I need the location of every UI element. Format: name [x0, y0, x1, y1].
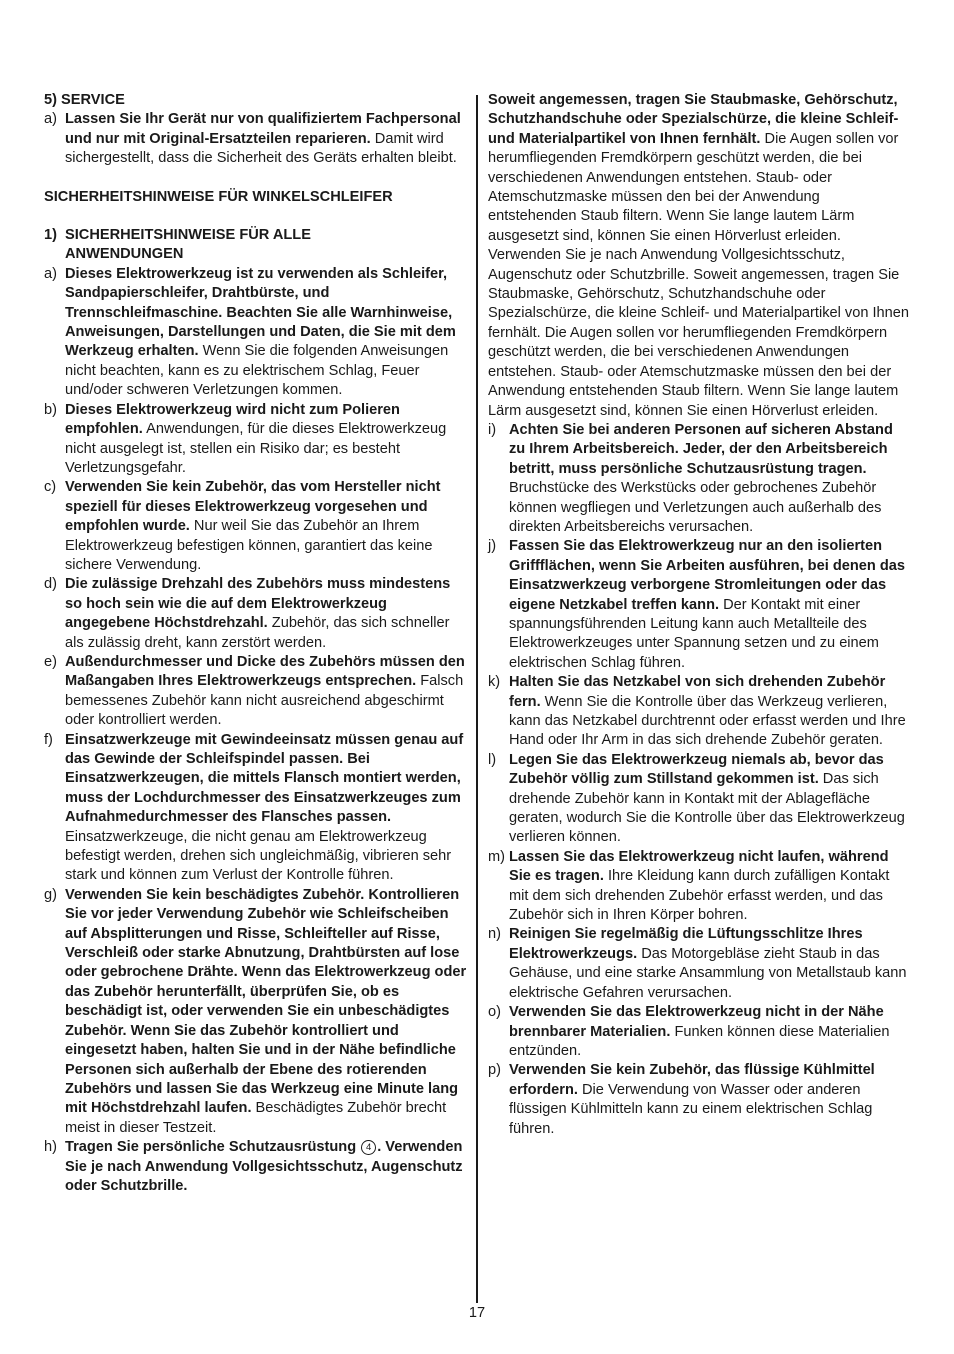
item-bold-text: Außendurchmesser und Dicke des Zubehörs müssen den Maßangaben Ihres Elektrowerkzeugs entsprechen.	[65, 653, 465, 690]
safety-item	[488, 421, 912, 537]
item-body	[509, 537, 912, 673]
item-label: i)	[488, 421, 497, 438]
item-label: l)	[488, 751, 497, 768]
section-title: SICHERHEITSHINWEISE FÜR WINKELSCHLEIFER	[44, 188, 393, 205]
item-text: Damit wird sichergestellt, dass die Sicherheit des Geräts erhalten bleibt.	[65, 130, 457, 167]
item-label: c)	[44, 479, 57, 496]
item-label: b)	[44, 401, 57, 418]
item-text: Anwendungen, für die dieses Elektrowerkzeug nicht ausgelegt ist, stellen ein Risiko dar; es besteht Verletzungsgefahr.	[65, 421, 447, 476]
safety-item	[488, 848, 912, 926]
item-label: j)	[488, 538, 497, 555]
item-bold-text: Verwenden Sie kein Zubehör, das vom Hersteller nicht speziell für dieses Elektrowerkzeug vorgesehen und empfohlen wurde.	[65, 479, 441, 535]
item-text: Funken können diese Materialien entzünden.	[509, 1023, 890, 1059]
safety-item	[488, 673, 912, 751]
item-body	[509, 673, 912, 751]
item-text: Wenn Sie die folgenden Anweisungen nicht beachten, kann es zu elektrischem Schlag, Feuer und/oder schweren Verletzungen kommen.	[65, 343, 449, 399]
sub-heading-line-2: ANWENDUNGEN	[65, 246, 184, 263]
left-column	[44, 91, 468, 1196]
item-body	[509, 751, 912, 848]
item-bold-text: Fassen Sie das Elektrowerkzeug nur an den isolierten Griffflächen, wenn Sie Arbeiten ausführen, bei denen das Einsatzwerkzeug verborgene Stromleitungen oder das eigene Netzkabel treffen kann.	[509, 538, 905, 613]
item-label: e)	[44, 653, 57, 670]
item-bold-text: Lassen Sie das Elektrowerkzeug nicht laufen, während Sie es tragen.	[509, 848, 889, 885]
right-item-list	[488, 421, 912, 1139]
item-text: Bruchstücke des Werkstücks oder gebrochenes Zubehör können wegfliegen und Verletzungen auch außerhalb des direkten Arbeitsbereichs verursachen.	[509, 480, 882, 535]
item-text: Das Motorgebläse zieht Staub in das Gehäuse, und eine starke Ansammlung von Metallstaub kann elektrische Gefahren verursachen.	[509, 945, 907, 1001]
item-body	[65, 886, 468, 1138]
item-text: Beschädigtes Zubehör brecht meist in dieser Testzeit.	[65, 1100, 447, 1136]
item-bold-text: Tragen Sie persönliche Schutzausrüstung	[65, 1139, 357, 1156]
item-body	[65, 478, 468, 575]
item-body	[509, 925, 912, 1003]
item-body	[65, 1138, 468, 1196]
item-bold-text: Einsatzwerkzeuge mit Gewindeeinsatz müssen genau auf das Gewinde der Schleifspindel passen. Bei Einsatzwerkzeugen, die mittels Flansch montiert werden, muss der Lochdurchmesser des Einsatzwerkzeuges zum Aufnahmedurchmesser des Flansches passen.	[65, 731, 464, 826]
item-text: Einsatzwerkzeuge, die nicht genau am Elektrowerkzeug befestigt werden, drehen sich ungleichmäßig, vibrieren sehr stark und können zum Verlust der Kontrolle führen.	[65, 828, 452, 884]
safety-item	[488, 1003, 912, 1061]
item-bold-text: Achten Sie bei anderen Personen auf sicheren Abstand zu Ihrem Arbeitsbereich. Jeder, der den Arbeitsbereich betritt, muss persönliche Schutzausrüstung tragen.	[509, 421, 893, 477]
column-divider	[476, 95, 478, 1303]
right-column	[488, 91, 912, 1139]
item-body	[65, 575, 468, 653]
item-bold-text: Dieses Elektrowerkzeug ist zu verwenden als Schleifer, Sandpapierschleifer, Drahtbürste, und Trennschleifmaschine. Beachten Sie alle Warnhinweise, Anweisungen, Darstellungen und Daten, die Sie mit dem Werkzeug erhalten.	[65, 265, 456, 360]
figure-reference-4: 4	[361, 1140, 376, 1155]
item-label: n)	[488, 926, 501, 943]
service-item-a	[44, 110, 468, 168]
item-text: Ihre Kleidung kann durch zufälligen Kontakt mit dem sich drehenden Zubehör erfasst werden, und das Zubehör sich in Ihren Körper bohren.	[509, 868, 890, 924]
safety-item	[44, 1138, 468, 1196]
item-bold-text: Lassen Sie Ihr Gerät nur von qualifiziertem Fachpersonal und nur mit Original-Ersatzteilen reparieren.	[65, 111, 461, 147]
item-label: o)	[488, 1004, 501, 1021]
item-bold-text: Verwenden Sie kein Zubehör, das flüssige Kühlmittel erfordern.	[509, 1062, 875, 1098]
item-body	[65, 731, 468, 886]
safety-item	[44, 731, 468, 886]
item-bold-text: Verwenden Sie kein beschädigtes Zubehör. Kontrollieren Sie vor jeder Verwendung Zubehör wie Schleifscheiben auf Absplitterungen und Risse, Schleifteller auf Risse, Verschleiß oder starke Abnutzung, Drahtbürsten auf lose oder gebrochene Drähte. Wenn das Elektrowerkzeug oder das Zubehör herunterfällt, überprüfen Sie, ob es beschädigt ist, oder verwenden Sie ein unbeschädigtes Zubehör. Wenn Sie das Zubehör kontrolliert und eingesetzt haben, halten Sie und in der Nähe befindliche Personen sich außerhalb der Ebene des rotierenden Zubehörs und lassen Sie das Werkzeug eine Minute lang mit Höchstdrehzahl laufen.	[65, 886, 467, 1117]
item-bold-text: Halten Sie das Netzkabel von sich drehenden Zubehör fern.	[509, 674, 886, 710]
item-bold-text: Die zulässige Drehzahl des Zubehörs muss mindestens so hoch sein wie die auf dem Elektrowerkzeug angegebene Höchstdrehzahl.	[65, 576, 451, 632]
safety-item	[44, 265, 468, 401]
item-text: Die Verwendung von Wasser oder anderen flüssigen Kühlmitteln kann zu einem elektrischen Schlag führen.	[509, 1081, 873, 1137]
item-body	[65, 401, 468, 479]
item-body	[65, 653, 468, 731]
item-body	[509, 1003, 912, 1061]
item-body	[65, 110, 468, 168]
service-heading: 5) SERVICE	[44, 92, 125, 108]
item-text: Die Augen sollen vor herumfliegenden Fremdkörpern geschützt werden, die bei verschiedenen Anwendungen entstehen. Staub- oder Atemschutzmaske müssen den bei der Anwendung entstehenden Staub filtern. Wenn Sie lange lautem Lärm ausgesetzt sind, können Sie einen Hörverlust erleiden. Verwenden Sie je nach Anwendung Vollgesichtsschutz, Augenschutz oder Schutzbrille. Soweit angemessen, tragen Sie Staubmaske, Gehörschutz, Schutzhandschuhe oder Spezialschürze, die kleine Schleif- und Materialpartikel von Ihnen fernhält. Die Augen sollen vor herumfliegenden Fremdkörpern geschützt werden, die bei verschiedenen Anwendungen entstehen. Staub- oder Atemschutzmaske müssen den bei der Anwendung entstehenden Staub filtern. Wenn Sie lange lautem Lärm ausgesetzt sind, können Sie einen Hörverlust erleiden.	[488, 130, 910, 419]
item-bold-text: Dieses Elektrowerkzeug wird nicht zum Polieren empfohlen.	[65, 401, 400, 438]
page-number: 17	[468, 1305, 486, 1321]
item-text: Zubehör, das sich schneller als zulässig dreht, kann zerstört werden.	[65, 615, 450, 651]
item-label: m)	[488, 848, 506, 865]
safety-item	[488, 925, 912, 1003]
item-bold-text: Verwenden Sie das Elektrowerkzeug nicht in der Nähe brennbarer Materialien.	[509, 1004, 884, 1040]
item-text: Wenn Sie die Kontrolle über das Werkzeug verlieren, kann das Netzkabel durchtrennt oder erfasst werden und Ihre Hand oder Ihr Arm in das sich drehende Zubehör geraten.	[509, 693, 906, 749]
safety-item	[44, 575, 468, 653]
item-body	[509, 848, 912, 926]
safety-item	[44, 401, 468, 479]
item-text: Der Kontakt mit einer spannungsführenden Leitung kann auch Metallteile des Elektrowerkzeuges unter Spannung setzen und zu einem elektrischen Schlag führen.	[509, 596, 879, 671]
item-text: Nur weil Sie das Zubehör an Ihrem Elektrowerkzeug befestigen können, garantiert das keine sichere Verwendung.	[65, 518, 433, 573]
item-body	[509, 1061, 912, 1139]
safety-item	[44, 886, 468, 1138]
safety-item	[44, 653, 468, 731]
item-label: a)	[44, 111, 57, 128]
item-bold-text: Soweit angemessen, tragen Sie Staubmaske, Gehörschutz, Schutzhandschuhe oder Spezialschürze, die kleine Schleif- und Materialpartikel von Ihnen fernhält.	[488, 92, 899, 147]
item-label: h)	[44, 1139, 57, 1156]
sub-heading: 1) SICHERHEITSHINWEISE FÜR ALLE ANWENDUNGEN	[44, 227, 311, 263]
item-label: d)	[44, 576, 57, 593]
item-text: Falsch bemessenes Zubehör kann nicht ausreichend abgeschirmt oder kontrolliert werden.	[65, 673, 464, 729]
item-bold-text: . Verwenden Sie je nach Anwendung Vollgesichtsschutz, Augenschutz oder Schutzbrille.	[65, 1139, 463, 1194]
item-bold-text: Reinigen Sie regelmäßig die Lüftungsschlitze Ihres Elektrowerkzeugs.	[509, 926, 863, 962]
item-text: Das sich drehende Zubehör kann in Kontakt mit der Ablagefläche geraten, wodurch Sie die Kontrolle über das Elektrowerkzeug verlieren können.	[509, 771, 905, 846]
safety-item	[44, 478, 468, 575]
item-label: a)	[44, 265, 57, 282]
safety-item	[488, 1061, 912, 1139]
item-bold-text: Legen Sie das Elektrowerkzeug niemals ab, bevor das Zubehör völlig zum Stillstand gekommen ist.	[509, 751, 884, 788]
item-body	[65, 265, 468, 401]
item-label: f)	[44, 731, 53, 748]
item-body	[509, 421, 912, 537]
continuation-paragraph	[488, 91, 912, 421]
safety-item	[488, 751, 912, 848]
item-label: k)	[488, 674, 501, 691]
item-label: p)	[488, 1062, 501, 1079]
safety-item	[488, 537, 912, 673]
sub-heading-line-1: SICHERHEITSHINWEISE FÜR ALLE	[65, 227, 311, 244]
left-item-list	[44, 265, 468, 1138]
item-label: g)	[44, 886, 57, 903]
